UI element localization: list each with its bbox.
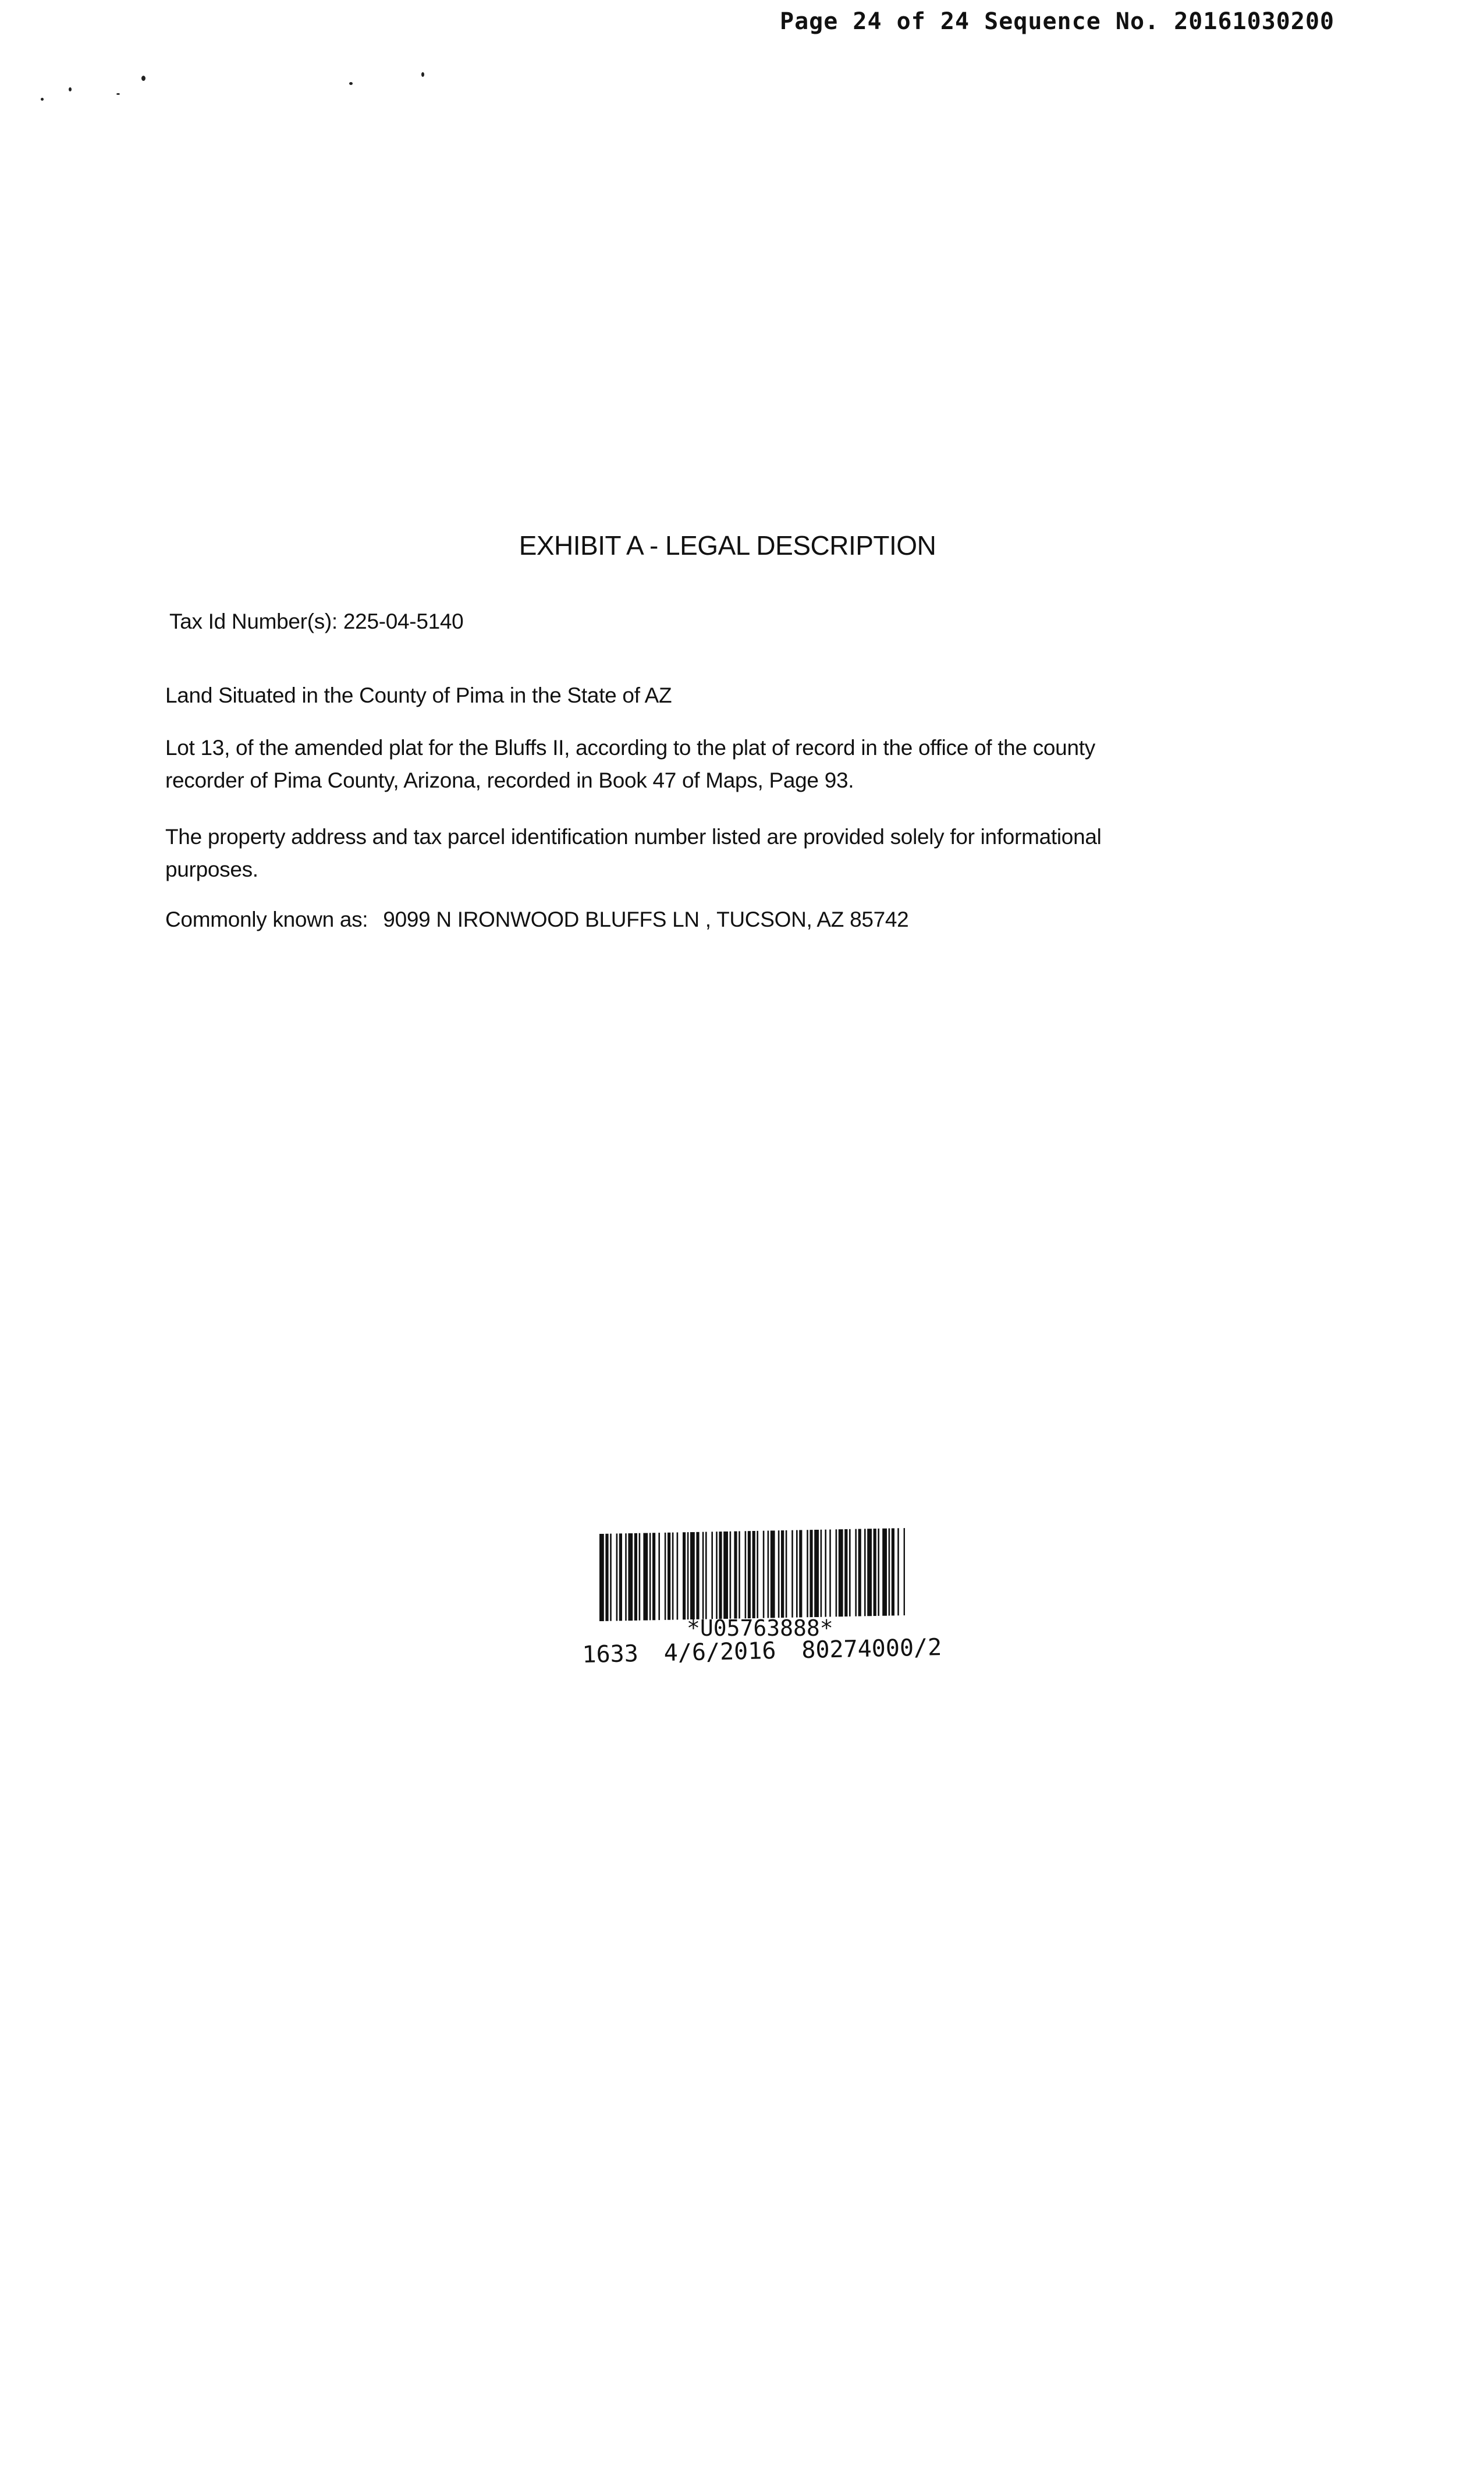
barcode-bar xyxy=(849,1529,851,1617)
barcode-bar xyxy=(836,1529,837,1617)
page-sequence-stamp: Page 24 of 24 Sequence No. 20161030200 xyxy=(780,8,1335,35)
barcode-bar xyxy=(796,1530,798,1618)
barcode-bar xyxy=(643,1533,648,1621)
barcode-bar xyxy=(672,1533,674,1620)
barcode-bar xyxy=(874,1529,876,1616)
barcode-bar xyxy=(625,1533,627,1621)
barcode-bar xyxy=(658,1533,660,1620)
barcode-bar xyxy=(734,1532,737,1619)
disclaimer-paragraph xyxy=(165,821,1102,886)
barcode-bar xyxy=(839,1529,843,1617)
lot-description-line: Lot 13, of the amended plat for the Bluffs II, according to the plat of record in the office of the county xyxy=(165,736,1095,760)
barcode-bar xyxy=(668,1533,670,1620)
disclaimer-line: purposes. xyxy=(165,857,258,881)
barcode-bar xyxy=(745,1531,747,1618)
lot-description xyxy=(165,732,1095,797)
barcode-bar xyxy=(605,1534,608,1621)
barcode-bar xyxy=(690,1532,695,1619)
barcode-bar xyxy=(768,1531,769,1618)
scan-speck xyxy=(141,76,145,81)
barcode-bar xyxy=(649,1533,651,1620)
barcode-bar xyxy=(778,1530,780,1618)
barcode-bar xyxy=(716,1532,718,1619)
barcode xyxy=(599,1528,905,1624)
barcode-bar xyxy=(752,1531,755,1618)
barcode-bar xyxy=(719,1532,722,1619)
barcode-bar xyxy=(739,1531,740,1618)
barcode-bar xyxy=(757,1531,758,1618)
commonly-known-label: Commonly known as: xyxy=(165,908,368,931)
barcode-bar xyxy=(799,1530,802,1617)
barcode-bar xyxy=(599,1534,604,1621)
barcode-bar xyxy=(771,1530,775,1618)
barcode-bar xyxy=(652,1533,655,1620)
barcode-bar xyxy=(904,1528,905,1615)
barcode-bar xyxy=(711,1532,713,1619)
barcode-caption: *U05763888* xyxy=(687,1615,833,1641)
barcode-bar xyxy=(748,1531,751,1618)
barcode-bar xyxy=(810,1530,812,1617)
barcode-bar xyxy=(867,1529,872,1616)
barcode-bar xyxy=(892,1528,894,1615)
disclaimer-line: The property address and tax parcel identification number listed are provided solely for informational xyxy=(165,825,1102,849)
recording-number: 80274000/2 xyxy=(801,1634,942,1664)
scan-speck xyxy=(421,72,424,77)
recording-date: 4/6/2016 xyxy=(663,1637,776,1667)
land-situated-line: Land Situated in the County of Pima in the State of AZ xyxy=(165,683,672,707)
barcode-bar xyxy=(628,1533,633,1621)
barcode-bar xyxy=(634,1533,637,1621)
barcode-bar xyxy=(807,1530,808,1617)
tax-id-line: Tax Id Number(s): 225-04-5140 xyxy=(169,609,464,633)
exhibit-title: EXHIBIT A - LEGAL DESCRIPTION xyxy=(519,530,936,561)
barcode-bar xyxy=(825,1530,826,1617)
barcode-bar xyxy=(878,1529,879,1616)
barcode-bar xyxy=(814,1530,819,1617)
barcode-bar xyxy=(897,1528,899,1615)
barcode-bar xyxy=(786,1530,787,1618)
barcode-bar xyxy=(619,1533,622,1621)
barcode-bar xyxy=(696,1532,699,1619)
barcode-bar xyxy=(821,1530,822,1617)
lot-description-line: recorder of Pima County, Arizona, recorded in Book 47 of Maps, Page 93. xyxy=(165,768,854,792)
scan-speck xyxy=(349,82,353,85)
recording-stamp xyxy=(582,1633,968,1668)
barcode-bar xyxy=(702,1532,704,1619)
property-address: 9099 N IRONWOOD BLUFFS LN , TUCSON, AZ 85742 xyxy=(383,908,909,931)
barcode-bar xyxy=(639,1533,641,1621)
barcode-bar xyxy=(683,1532,686,1619)
barcode-bar xyxy=(665,1533,666,1620)
scan-speck xyxy=(41,98,44,101)
scan-speck xyxy=(69,87,72,91)
barcode-bar xyxy=(844,1529,847,1617)
barcode-bar xyxy=(781,1530,784,1618)
barcode-bar xyxy=(889,1529,890,1616)
barcode-bar xyxy=(855,1529,857,1617)
barcode-bar xyxy=(677,1532,679,1619)
barcode-bar xyxy=(829,1529,831,1617)
barcode-bar xyxy=(791,1530,793,1618)
barcode-bar xyxy=(687,1532,689,1619)
barcode-bar xyxy=(616,1533,618,1621)
barcode-bar xyxy=(864,1529,866,1616)
barcode-bar xyxy=(730,1532,732,1619)
commonly-known-line xyxy=(165,903,908,936)
barcode-bar xyxy=(610,1534,612,1621)
barcode-bar xyxy=(858,1529,861,1617)
scan-speck xyxy=(116,93,120,95)
barcode-bar xyxy=(882,1529,887,1616)
recording-code: 1633 xyxy=(582,1640,639,1668)
barcode-bar xyxy=(705,1532,707,1619)
barcode-bar xyxy=(763,1531,765,1618)
barcode-bar xyxy=(723,1532,728,1619)
